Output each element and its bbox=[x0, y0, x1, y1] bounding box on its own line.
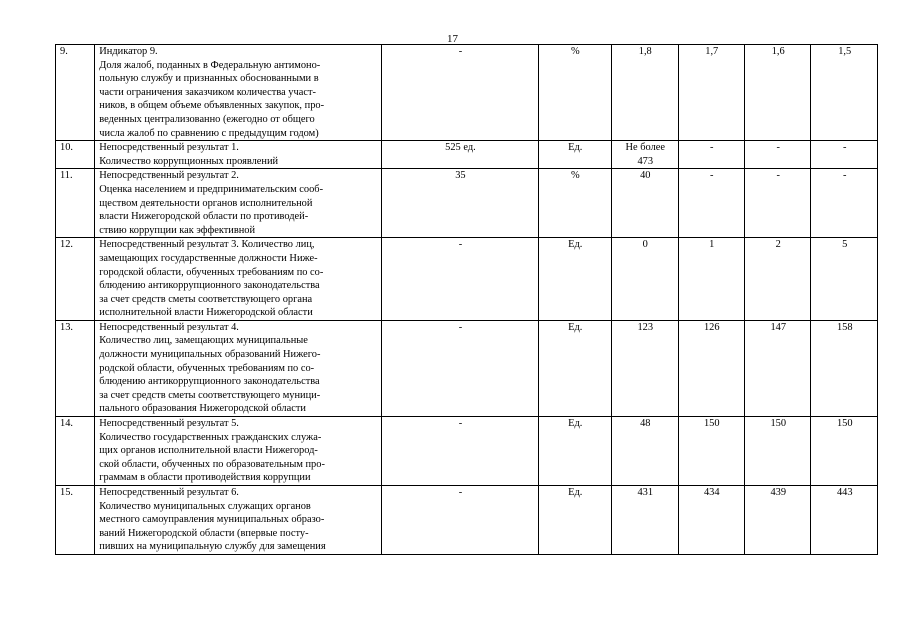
indicator-name-line: Непосредственный результат 5. bbox=[99, 418, 239, 430]
indicator-name-line: щих органов исполнительной власти Нижегород- bbox=[99, 445, 318, 457]
unit-cell: % bbox=[538, 45, 612, 141]
value-cell-1 bbox=[612, 486, 678, 555]
indicator-name-line: пивших на муниципальную службу для замещения bbox=[99, 541, 326, 553]
indicator-name-line: за счет средств сметы соответствующего органа bbox=[99, 293, 313, 305]
value-cell-2: - bbox=[678, 141, 744, 169]
indicator-name-line: власти Нижегородской области по противодей- bbox=[99, 211, 309, 223]
indicator-name-line: Непосредственный результат 3. Количество лиц, bbox=[99, 239, 315, 251]
indicator-name-line: Количество муниципальных служащих органов bbox=[99, 500, 311, 512]
row-number-cell: 9. bbox=[56, 45, 95, 141]
row-number-cell: 10. bbox=[56, 141, 95, 169]
value-line: 1,8 bbox=[638, 46, 652, 57]
indicator-name-line: блюдению антикоррупционного законодательства bbox=[99, 376, 320, 388]
value-cell-4: - bbox=[811, 169, 878, 238]
value-cell-4: 1,5 bbox=[811, 45, 878, 141]
indicator-name-cell bbox=[95, 486, 382, 555]
row-number-cell: 12. bbox=[56, 238, 95, 321]
value-cell-1 bbox=[612, 141, 678, 169]
indicator-name-line: веденных централизованно (ежегодно от общего bbox=[99, 113, 315, 125]
value-cell-4: 158 bbox=[811, 320, 878, 416]
value-line: 48 bbox=[640, 418, 651, 430]
value-cell-2: 126 bbox=[678, 320, 744, 416]
value-cell-4: 150 bbox=[811, 417, 878, 486]
indicator-name-line: Количество лиц, замещающих муниципальные bbox=[99, 335, 308, 347]
table-row bbox=[56, 45, 878, 141]
indicator-name-line: родской области, обученных требованиям по со- bbox=[99, 362, 315, 374]
table-row bbox=[56, 486, 878, 555]
unit-cell: Ед. bbox=[538, 486, 612, 555]
indicator-name-line: ской области, обученных по образовательным про- bbox=[99, 458, 325, 470]
indicator-name-line: Количество государственных гражданских служа- bbox=[99, 431, 322, 443]
table-row bbox=[56, 141, 878, 169]
table-row bbox=[56, 320, 878, 416]
value-line: 0 bbox=[642, 239, 648, 251]
indicator-name-cell bbox=[95, 169, 382, 238]
indicator-name-line: ников, в общем объеме объявленных закупок, про- bbox=[99, 100, 325, 112]
indicator-name-line: за счет средств сметы соответствующего муници- bbox=[99, 389, 321, 401]
value-cell-1 bbox=[612, 238, 678, 321]
indicator-name-line: Непосредственный результат 2. bbox=[99, 170, 239, 182]
indicator-name-cell bbox=[95, 417, 382, 486]
value-line: 431 bbox=[637, 487, 654, 498]
indicator-name-line: исполнительной власти Нижегородской области bbox=[99, 307, 313, 319]
value-cell-3: 147 bbox=[745, 320, 811, 416]
indicators-table bbox=[55, 44, 878, 555]
value-cell-4: - bbox=[811, 141, 878, 169]
table-row bbox=[56, 169, 878, 238]
value-cell-3: - bbox=[745, 169, 811, 238]
value-cell-3: - bbox=[745, 141, 811, 169]
value-cell-2: 434 bbox=[678, 486, 744, 555]
indicator-name-line: Непосредственный результат 1. bbox=[99, 142, 239, 154]
indicator-name-line: ствию коррупции как эффективной bbox=[99, 224, 256, 236]
table-row bbox=[56, 417, 878, 486]
indicator-name-cell bbox=[95, 238, 382, 321]
row-number-cell: 14. bbox=[56, 417, 95, 486]
indicator-name-cell bbox=[95, 320, 382, 416]
value-cell-3: 150 bbox=[745, 417, 811, 486]
value-cell-3: 1,6 bbox=[745, 45, 811, 141]
indicator-name-line: местного самоуправления муниципальных образо- bbox=[99, 514, 325, 526]
value-line: 123 bbox=[637, 321, 654, 333]
value-cell-3: 439 bbox=[745, 486, 811, 555]
indicator-name-line: городской области, обученных требованиям по со- bbox=[99, 266, 324, 278]
value-cell-1 bbox=[612, 320, 678, 416]
indicator-name-line: Оценка населением и предпринимательским сооб- bbox=[99, 183, 324, 195]
base-value-cell: 35 bbox=[382, 169, 538, 238]
indicator-name-line: польную службу и признанных обоснованными в bbox=[99, 73, 319, 85]
unit-cell: % bbox=[538, 169, 612, 238]
value-cell-2: 1 bbox=[678, 238, 744, 321]
value-line: 473 bbox=[637, 155, 654, 167]
unit-cell: Ед. bbox=[538, 238, 612, 321]
base-value-cell: - bbox=[382, 417, 538, 486]
value-cell-4: 5 bbox=[811, 238, 878, 321]
value-cell-2: - bbox=[678, 169, 744, 238]
table-row bbox=[56, 238, 878, 321]
indicator-name-line: Непосредственный результат 6. bbox=[99, 487, 239, 498]
indicator-name-line: Количество коррупционных проявлений bbox=[99, 155, 279, 167]
unit-cell: Ед. bbox=[538, 141, 612, 169]
value-cell-4: 443 bbox=[811, 486, 878, 555]
row-number-cell: 11. bbox=[56, 169, 95, 238]
unit-cell: Ед. bbox=[538, 320, 612, 416]
indicator-name-cell bbox=[95, 141, 382, 169]
value-cell-1 bbox=[612, 417, 678, 486]
base-value-cell: - bbox=[382, 320, 538, 416]
indicator-name-line: граммам в области противодействия коррупции bbox=[99, 472, 311, 484]
value-cell-2: 150 bbox=[678, 417, 744, 486]
row-number-cell: 13. bbox=[56, 320, 95, 416]
indicator-name-line: ваний Нижегородской области (впервые посту- bbox=[99, 527, 309, 539]
indicator-name-cell bbox=[95, 45, 382, 141]
value-cell-1 bbox=[612, 45, 678, 141]
base-value-cell: - bbox=[382, 486, 538, 555]
indicator-name-line: замещающих государственные должности Ниже- bbox=[99, 252, 318, 264]
value-line: Не более bbox=[625, 142, 665, 154]
indicator-name-line: Непосредственный результат 4. bbox=[99, 321, 239, 333]
indicators-table-body bbox=[56, 45, 878, 555]
page-number: 17 bbox=[447, 33, 458, 45]
indicator-name-line: числа жалоб по сравнению с предыдущим годом) bbox=[99, 127, 319, 139]
base-value-cell: - bbox=[382, 45, 538, 141]
indicator-name-line: блюдению антикоррупционного законодательства bbox=[99, 280, 320, 292]
base-value-cell: 525 ед. bbox=[382, 141, 538, 169]
indicator-name-line: пального образования Нижегородской области bbox=[99, 403, 306, 415]
value-cell-1 bbox=[612, 169, 678, 238]
base-value-cell: - bbox=[382, 238, 538, 321]
unit-cell: Ед. bbox=[538, 417, 612, 486]
value-cell-2: 1,7 bbox=[678, 45, 744, 141]
row-number-cell: 15. bbox=[56, 486, 95, 555]
indicator-name-line: ществом деятельности органов исполнительной bbox=[99, 197, 313, 209]
indicator-name-line: должности муниципальных образований Нижего- bbox=[99, 349, 321, 361]
value-cell-3: 2 bbox=[745, 238, 811, 321]
indicator-name-line: Доля жалоб, поданных в Федеральную антимоно- bbox=[99, 59, 321, 71]
indicator-name-line: Индикатор 9. bbox=[99, 46, 158, 57]
value-line: 40 bbox=[640, 170, 651, 182]
indicator-name-line: части ограничения заказчиком количества участ- bbox=[99, 86, 316, 98]
